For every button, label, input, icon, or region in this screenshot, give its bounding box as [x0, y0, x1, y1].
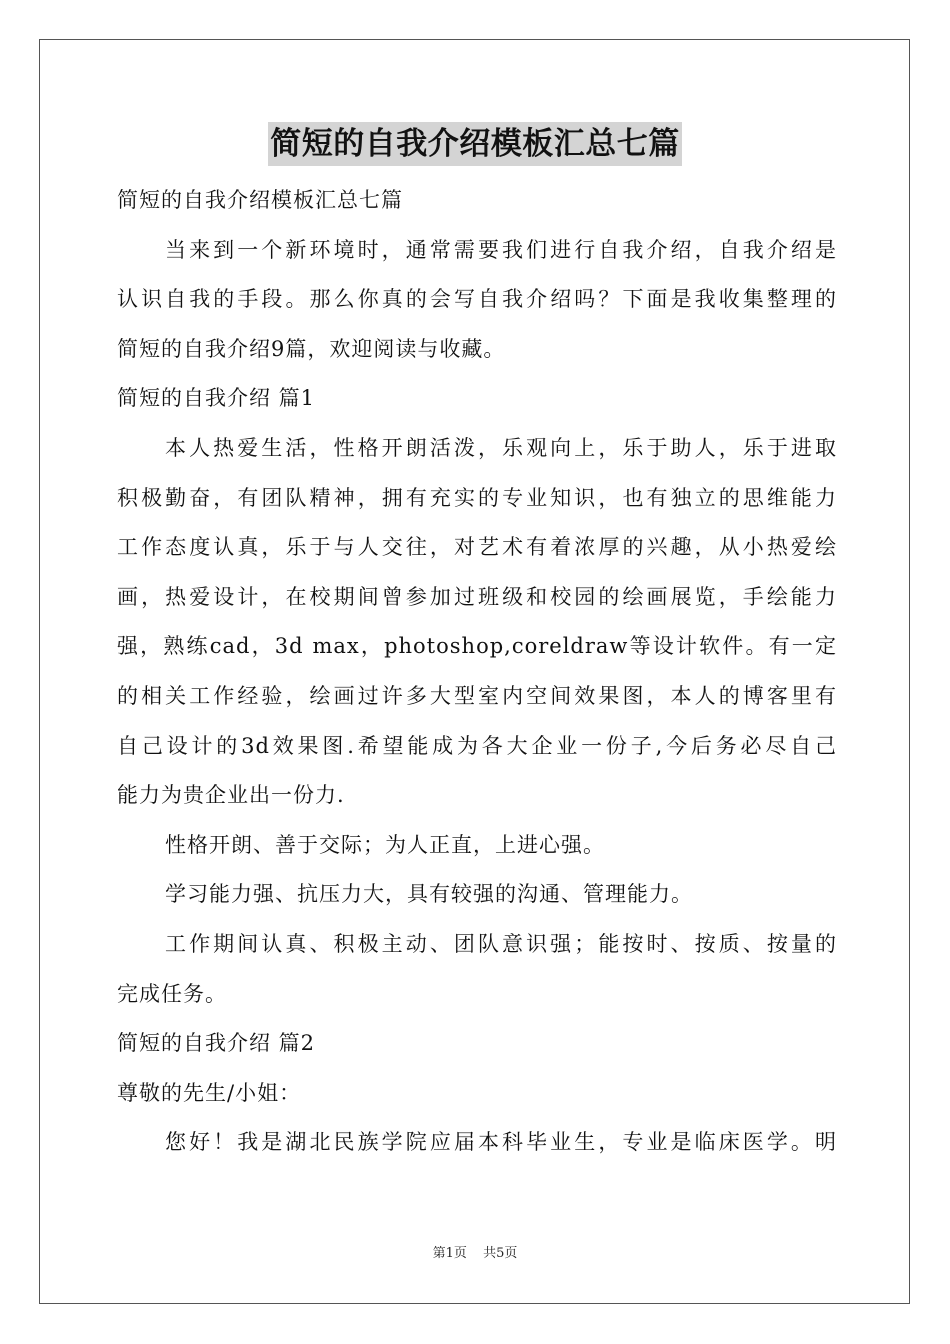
- text-line: 积极勤奋，有团队精神，拥有充实的专业知识，也有独立的思维能力: [117, 485, 837, 510]
- text-line: 尊敬的先生/小姐：: [117, 1080, 302, 1105]
- document-body: [117, 176, 837, 1168]
- text-line: 完成任务。: [117, 981, 227, 1006]
- page-number: 第1页: [432, 1246, 467, 1261]
- text-line: 您好！我是湖北民族学院应届本科毕业生，专业是临床医学。明: [165, 1130, 837, 1155]
- text-line: 简短的自我介绍 篇1: [117, 386, 316, 411]
- text-line: 当来到一个新环境时，通常需要我们进行自我介绍，自我介绍是: [165, 237, 837, 262]
- text-line: 工作期间认真、积极主动、团队意识强；能按时、按质、按量的: [165, 931, 837, 956]
- text-line: 本人热爱生活，性格开朗活泼，乐观向上，乐于助人，乐于进取: [165, 435, 837, 460]
- text-line: 能力为贵企业出一份力.: [117, 783, 345, 808]
- text-line: 的相关工作经验，绘画过许多大型室内空间效果图，本人的博客里有: [117, 683, 837, 708]
- text-line: 学习能力强、抗压力大，具有较强的沟通、管理能力。: [165, 882, 693, 907]
- text-line: 画，热爱设计，在校期间曾参加过班级和校园的绘画展览，手绘能力: [117, 584, 837, 609]
- text-line: 认识自我的手段。那么你真的会写自我介绍吗？下面是我收集整理的: [117, 287, 837, 312]
- text-line: 简短的自我介绍 篇2: [117, 1031, 316, 1056]
- title-container: [0, 122, 950, 166]
- text-line: 性格开朗、善于交际；为人正直，上进心强。: [165, 832, 605, 857]
- text-line: 简短的自我介绍模板汇总七篇: [117, 188, 403, 212]
- page-footer: [0, 1244, 950, 1264]
- text-line: 强，熟练cad，3d max，photoshop,coreldraw等设计软件。有一定: [117, 634, 837, 659]
- text-line: 自己设计的3d效果图.希望能成为各大企业一份子,今后务必尽自己: [117, 733, 837, 758]
- text-line: 工作态度认真，乐于与人交往，对艺术有着浓厚的兴趣，从小热爱绘: [117, 535, 837, 560]
- text-line: 简短的自我介绍9篇，欢迎阅读与收藏。: [117, 336, 506, 361]
- document-title: 简短的自我介绍模板汇总七篇: [268, 122, 682, 166]
- page-total: 共5页: [483, 1246, 518, 1261]
